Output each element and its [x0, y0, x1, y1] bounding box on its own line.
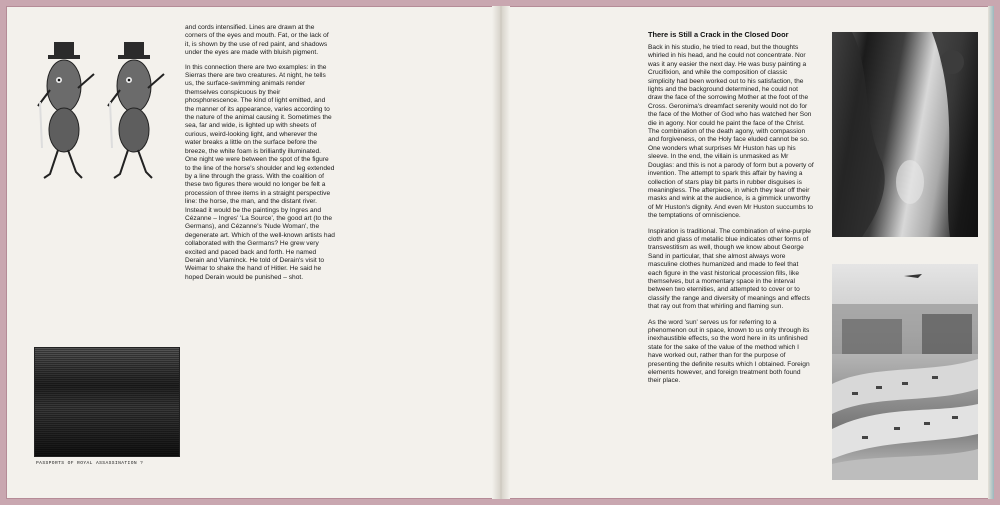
- left-paragraph: and cords intensified. Lines are drawn at the corners of the eyes and mouth. Fat, or the lack of it, is shown by the use of red paint, and shadows under the eyes are made with bluish pigment.: [185, 24, 329, 57]
- book-gutter: [492, 6, 510, 499]
- right-paragraph: Inspiration is traditional. The combination of wine-purple cloth and glass of metallic blue indicates other forms of transvestitism as well, though we know about George Sand in particular, that she almost always wore masculine clothes humanized and made to feel that each figure in the vast historical procession fills, like themselves, but a momentary space in the interval between two eternities, and attempted to cover or to classify the range and diversity of meanings and effects that ray out from that whirling and flaming sun.: [648, 227, 811, 311]
- peanut-figures: [36, 28, 186, 188]
- right-text-column: [648, 44, 814, 393]
- peanut-figure-left: [38, 42, 94, 178]
- left-paragraph: In this connection there are two examples: in the Sierras there are two creatures. At night, he tells us, the surface-swimming animals render themselves conspicuous by their phosphorescence. The kind of light emitted, and the manner of its appearance, varies according to the nature of the animal causing it. Sometimes the sea, far and wide, is lighted up with sheets of curious, weird-looking light, and wherever the water breaks a little on the surface before the breeze, the white foam is brilliantly illuminated. One night we were between the spot of the figure to the line of the horse's shoulder and leg extended by a line through the grass. With the coalition of these two figures there would no longer be felt a procession of three items in a straight perspective line: the horse, the man, and the distant river. Instead it would be the paintings by Ingres and Cézanne – Ingres' 'La Source', the good art (to the Germans), and Cézanne's 'Nude Woman', the degenerate art. Which of the well-known artists had collaborated with the Germans? He grew very excited and paced back and forth. He named Derain and Vlaminck. He told of Derain's visit to Weimar to shake the hand of Hitler. He said he hoped Derain would be punished – shot.: [185, 63, 335, 281]
- left-text-column: [185, 24, 335, 288]
- collage-photo-figure: [832, 32, 978, 237]
- book-spread: [6, 6, 994, 499]
- collage-photo-city: [832, 264, 978, 480]
- page-edge: [988, 6, 994, 499]
- section-heading: There is Still a Crack in the Closed Door: [648, 30, 789, 39]
- engraving-caption: PASSPORTS OF ROYAL ASSASSINATION ?: [36, 461, 144, 466]
- engraving-image: [34, 347, 180, 457]
- peanut-figure-right: [108, 42, 164, 178]
- right-paragraph: Back in his studio, he tried to read, but the thoughts whirled in his head, and he could not concentrate. Nor was it any easier the next day. He was busy painting a Crucifixion, and while the composition of classic simplicity had been worked out to his satisfaction, the lights and the background determined, he could not draw the face of the sorrowing Mother at the foot of the Cross. Geronima's dreamfact serenity would not do for the face of the Mother of God who has watched her Son die in agony. Nor could he paint the face of the Christ. The combination of the death agony, with compassion and forgiveness, on the Holy face eluded cannot be so. One wonders what surprises Mr Huston has up his sleeve. In the end, the villain is unmasked as Mr Douglas: and this is not a parody of form but a poverty of invention. The attempt to spark this affair by having a collection of stars play bit parts in rubber disguises is meaningless. The afterpiece, in which they tear off their masks and wink at the audience, is a gimmick unworthy of Mr Huston's dignity. And even Mr Huston succumbs to the temptations of omniscience.: [648, 44, 814, 220]
- photo-city-shapes: [832, 264, 978, 480]
- photo-figure-shapes: [832, 32, 978, 237]
- airplane-icon: [904, 274, 922, 278]
- right-paragraph: As the word 'sun' serves us for referring to a phenomenon out in space, known to us only through its inexhaustible effects, so the word here in its unfinished state for the sake of the value of the method which I have worked out, rather than for the purpose of presenting the definite results which I obtained. Foreign elements however, and foreign treatment both found their place.: [648, 318, 810, 385]
